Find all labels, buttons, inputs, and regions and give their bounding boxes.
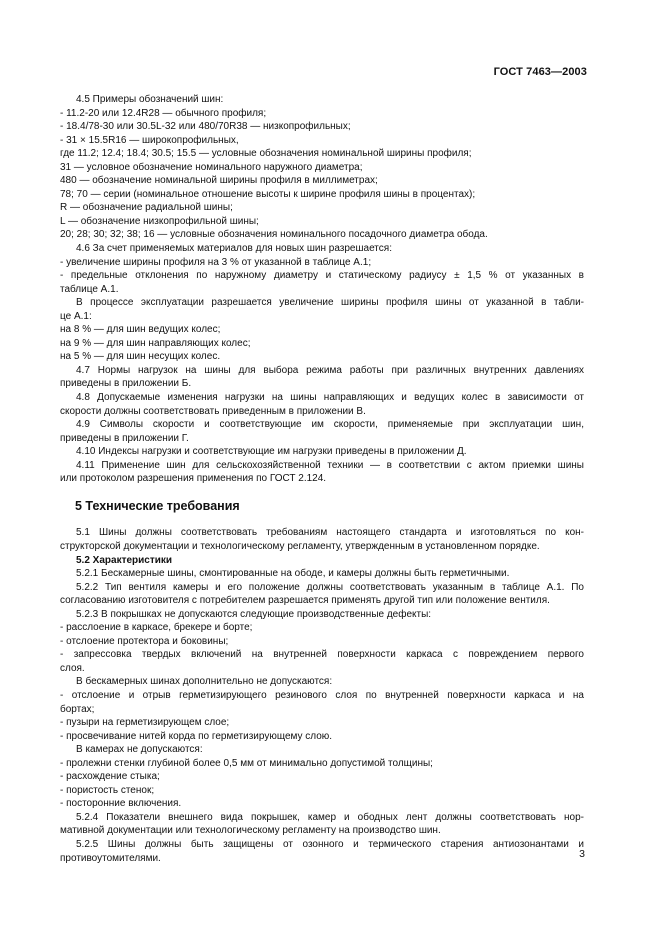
text-line: 31 — условное обозначение номинального наружного диаметра; bbox=[60, 161, 363, 173]
text-line: 4.7 Нормы нагрузок на шины для выбора режима работы при различных внутренних давлениях bbox=[76, 364, 584, 376]
text-line: 5.1 Шины должны соответствовать требованиям настоящего стандарта и изготовляться по кон- bbox=[76, 527, 584, 539]
document-body bbox=[60, 93, 584, 865]
text-line: 20; 28; 30; 32; 38; 16 — условные обозначения номинального посадочного диаметра обода. bbox=[60, 229, 488, 241]
text-line: 4.8 Допускаемые изменения нагрузки на шины направляющих и ведущих колес в зависимости от bbox=[76, 392, 584, 404]
text-line: - отслоение и отрыв герметизирующего резинового слоя по внутренней поверхности каркаса и на bbox=[60, 689, 584, 701]
text-line: 5.2.3 В покрышках не допускаются следующие производственные дефекты: bbox=[76, 608, 432, 620]
section-5-heading: 5 Технические требования bbox=[75, 498, 240, 513]
text-line: це А.1: bbox=[60, 310, 92, 322]
text-line: - 31 × 15.5R16 — широкопрофильных, bbox=[60, 134, 239, 146]
text-line: противоутомителями. bbox=[60, 852, 161, 864]
text-line: 480 — обозначение номинальной ширины профиля в миллиметрах; bbox=[60, 175, 378, 187]
text-line: - посторонние включения. bbox=[60, 798, 182, 810]
text-line: 78; 70 — серии (номинальное отношение высоты к ширине профиля шины в процентах); bbox=[60, 188, 476, 200]
text-line: 5.2.4 Показатели внешнего вида покрышек, камер и ободных лент должны соответствовать нор- bbox=[76, 811, 584, 823]
text-line: слоя. bbox=[60, 662, 85, 674]
text-line: - запрессовка твердых включений на внутренней поверхности каркаса с повреждением первого bbox=[60, 649, 584, 661]
text-line: на 8 % — для шин ведущих колес; bbox=[60, 324, 221, 336]
text-line: 4.10 Индексы нагрузки и соответствующие им нагрузки приведены в приложении Д. bbox=[76, 446, 467, 458]
page-number: 3 bbox=[579, 848, 585, 860]
text-line: - 11.2-20 или 12.4R28 — обычного профиля; bbox=[60, 107, 267, 119]
text-line: где 11.2; 12.4; 18.4; 30.5; 15.5 — условные обозначения номинальной ширины профиля; bbox=[60, 148, 472, 160]
text-line: - расхождение стыка; bbox=[60, 771, 160, 783]
text-line: - увеличение ширины профиля на 3 % от указанной в таблице А.1; bbox=[60, 256, 372, 268]
text-line: - предельные отклонения по наружному диаметру и статическому радиусу ± 1,5 % от указанных в bbox=[60, 270, 584, 282]
text-line: - пористость стенок; bbox=[60, 784, 155, 796]
text-line: В процессе эксплуатации разрешается увеличение ширины профиля шины от указанной в табли- bbox=[76, 297, 584, 309]
text-line: В бескамерных шинах дополнительно не допускаются: bbox=[76, 676, 333, 688]
text-line: или протоколом разрешения применения по ГОСТ 2.124. bbox=[60, 473, 327, 485]
text-line: 4.11 Применение шин для сельскохозяйственной техники — в соответствии с актом приемки шины bbox=[76, 459, 584, 471]
text-line: 5.2.5 Шины должны быть защищены от озонного и термического старения антиозонантами и bbox=[76, 838, 584, 850]
text-line: 5.2.1 Бескамерные шины, смонтированные на ободе, и камеры должны быть герметичными. bbox=[76, 568, 510, 580]
text-line: приведены в приложении Б. bbox=[60, 378, 192, 390]
subsection-4-5-to-4-11 bbox=[60, 93, 584, 486]
text-line: - отслоение протектора и боковины; bbox=[60, 635, 229, 647]
text-line: 4.9 Символы скорости и соответствующие им скорости, применяемые при эксплуатации шин, bbox=[76, 419, 584, 431]
text-line: 4.6 За счет применяемых материалов для новых шин разрешается: bbox=[76, 243, 392, 255]
text-line: на 9 % — для шин направляющих колес; bbox=[60, 337, 251, 349]
text-line: скорости должны соответствовать приведенным в приложении В. bbox=[60, 405, 366, 417]
text-line: согласованию изготовителя с потребителем разрешается применять другой тип или положение вентиля. bbox=[60, 595, 550, 607]
text-line: приведены в приложении Г. bbox=[60, 432, 189, 444]
text-line: таблице А.1. bbox=[60, 283, 119, 295]
text-line: - просвечивание нитей корда по герметизирующему слою. bbox=[60, 730, 333, 742]
text-line: L — обозначение низкопрофильной шины; bbox=[60, 215, 259, 227]
text-line: - пролежни стенки глубиной более 0,5 мм от минимально допустимой толщины; bbox=[60, 757, 433, 769]
text-line: - 18.4/78-30 или 30.5L-32 или 480/70R38 — низкопрофильных; bbox=[60, 121, 351, 133]
text-line: - расслоение в каркасе, брекере и борте; bbox=[60, 622, 253, 634]
text-line: на 5 % — для шин несущих колес. bbox=[60, 351, 221, 363]
text-line: мативной документации или технологическому регламенту на производство шин. bbox=[60, 825, 441, 837]
text-line: структорской документации и технологическому регламенту, утвержденным в установленном порядке. bbox=[60, 540, 540, 552]
text-line: бортах; bbox=[60, 703, 95, 715]
text-line: 4.5 Примеры обозначений шин: bbox=[76, 94, 224, 105]
text-line: 5.2.2 Тип вентиля камеры и его положение должны соответствовать указанным в таблице А.1. По bbox=[76, 581, 584, 593]
text-line: R — обозначение радиальной шины; bbox=[60, 202, 233, 214]
text-line: - пузыри на герметизирующем слое; bbox=[60, 717, 230, 729]
section-5-content bbox=[60, 526, 584, 865]
text-line: 5.2 Характеристики bbox=[76, 554, 173, 566]
text-line: В камерах не допускаются: bbox=[76, 744, 203, 756]
document-code-header: ГОСТ 7463—2003 bbox=[493, 66, 587, 78]
